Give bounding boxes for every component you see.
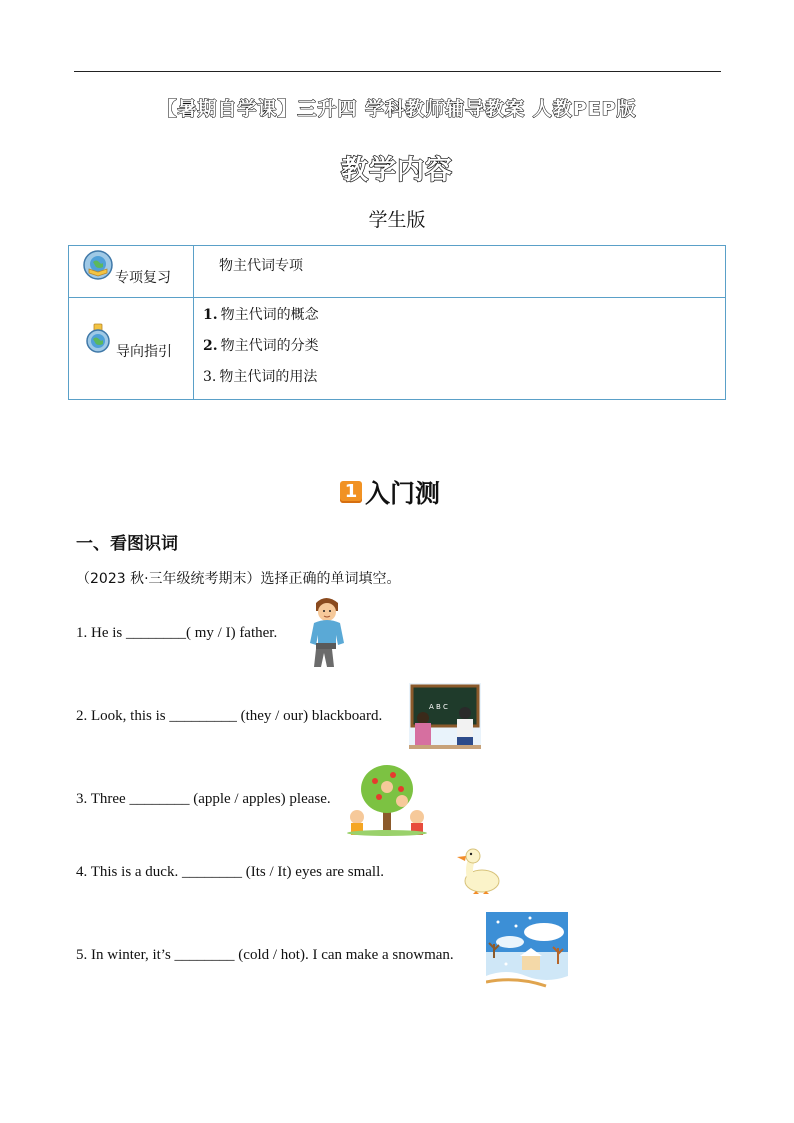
winter-scene-illustration: [486, 912, 568, 998]
topic-text: 物主代词专项: [219, 258, 303, 274]
part-title: 一、看图识词: [76, 534, 178, 554]
label-cell: [69, 298, 194, 400]
question-2: 2. Look, this is _________ (they / our) blackboard.: [76, 708, 383, 724]
entry-test-title: 入门测: [365, 479, 441, 508]
guide-list: [195, 299, 724, 398]
apple-tree-illustration: [345, 763, 429, 837]
label-cell: [69, 246, 194, 298]
question-1: 1. He is ________( my / I) father.: [76, 625, 278, 641]
cell-label: 专项复习: [115, 270, 171, 286]
question-3: 3. Three ________ (apple / apples) please.: [76, 791, 331, 807]
section-heading: 教学内容: [341, 155, 453, 186]
list-item: [203, 367, 724, 398]
item-text: 物主代词的用法: [219, 369, 318, 385]
number-badge: 1: [340, 481, 362, 503]
header-rule: [74, 71, 721, 72]
item-number: 3.: [203, 369, 217, 385]
content-cell: [194, 246, 726, 298]
question-5: 5. In winter, it’s ________ (cold / hot). I can make a snowman.: [76, 947, 454, 963]
globe-pin-icon: [83, 323, 113, 353]
header-title: 【暑期自学课】三升四 学科教师辅导教案 人教PEP版: [157, 98, 637, 120]
question-4: 4. This is a duck. ________ (Its / It) eyes are small.: [76, 864, 384, 880]
guide-table: [68, 245, 726, 400]
globe-book-icon: [83, 250, 113, 280]
table-row: [69, 246, 726, 298]
item-number: 2.: [203, 338, 218, 354]
svg-text:A B C: A B C: [429, 703, 448, 711]
item-number: 1.: [203, 307, 218, 323]
duck-illustration: [456, 845, 502, 895]
version-label: 学生版: [368, 209, 426, 231]
list-item: [203, 305, 724, 336]
entry-test-heading: [340, 474, 440, 510]
content-cell: [194, 298, 726, 400]
item-text: 物主代词的分类: [220, 338, 319, 354]
instruction-text: （2023 秋·三年级统考期末）选择正确的单词填空。: [76, 571, 401, 587]
father-illustration: [302, 595, 350, 671]
list-item: [203, 336, 724, 367]
item-text: 物主代词的概念: [220, 307, 319, 323]
cell-label: 导向指引: [116, 344, 172, 360]
blackboard-illustration: [409, 683, 481, 749]
table-row: [69, 298, 726, 400]
